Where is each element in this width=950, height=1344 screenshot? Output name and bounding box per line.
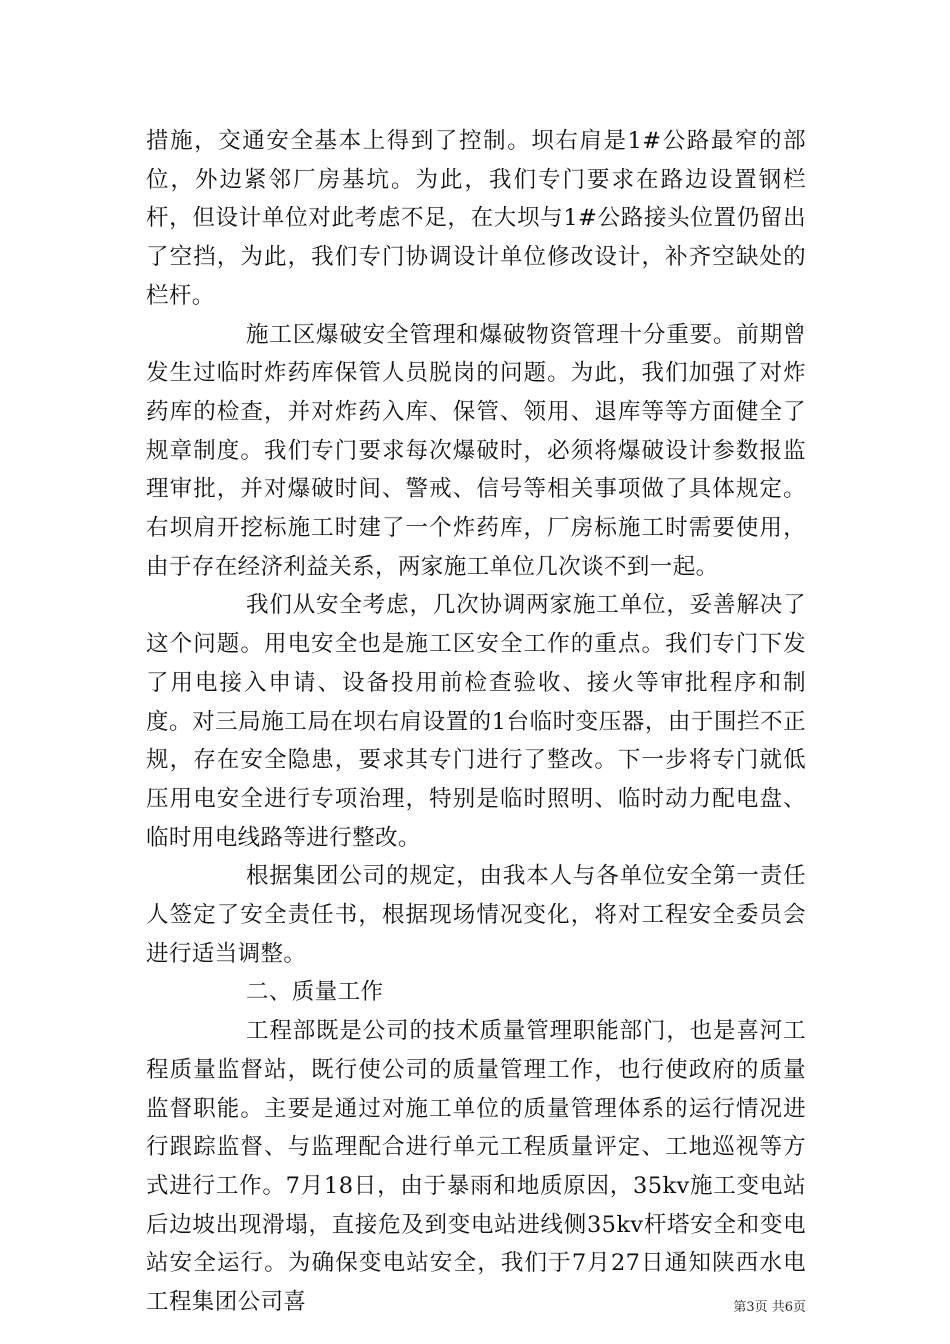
document-body [146, 122, 806, 1322]
section-heading-quality: 二、质量工作 [246, 979, 384, 1006]
paragraph-quality-work: 工程部既是公司的技术质量管理职能部门，也是喜河工程质量监督站，既行使公司的质量管理工作，也行使政府的质量监督职能。主要是通过对施工单位的质量管理体系的运行情况进行跟踪监督、与监理配合进行单元工程质量评定、工地巡视等方式进行工作。7月18日，由于暴雨和地质原因，35kv施工变电站后边坡出现滑塌，直接危及到变电站进线侧35kv杆塔安全和变电站安全运行。为确保变电站安全，我们于7月27日通知陕西水电工程集团公司喜 [146, 1018, 806, 1316]
paragraph-responsibility: 根据集团公司的规定，由我本人与各单位安全第一责任人签定了安全责任书，根据现场情况变化，将对工程安全委员会进行适当调整。 [146, 863, 806, 967]
paragraph-blasting-safety: 施工区爆破安全管理和爆破物资管理十分重要。前期曾发生过临时炸药库保管人员脱岗的问题。为此，我们加强了对炸药库的检查，并对炸药入库、保管、领用、退库等等方面健全了规章制度。我们专门要求每次爆破时，必须将爆破设计参数报监理审批，并对爆破时间、警戒、信号等相关事项做了具体规定。右坝肩开挖标施工时建了一个炸药库，厂房标施工时需要使用，由于存在经济利益关系，两家施工单位几次谈不到一起。 [146, 321, 806, 580]
paragraph-electrical-safety: 我们从安全考虑，几次协调两家施工单位，妥善解决了这个问题。用电安全也是施工区安全工作的重点。我们专门下发了用电接入申请、设备投用前检查验收、接火等审批程序和制度。对三局施工局在坝右肩设置的1台临时变压器，由于围拦不正规，存在安全隐患，要求其专门进行了整改。下一步将专门就低压用电安全进行专项治理，特别是临时照明、临时动力配电盘、临时用电线路等进行整改。 [146, 592, 806, 851]
paragraph-traffic-safety: 措施，交通安全基本上得到了控制。坝右肩是1#公路最窄的部位，外边紧邻厂房基坑。为此，我们专门要求在路边设置钢栏杆，但设计单位对此考虑不足，在大坝与1#公路接头位置仍留出了空挡，为此，我们专门协调设计单位修改设计，补齐空缺处的栏杆。 [146, 128, 806, 309]
page-number: 第3页 共6页 [733, 1300, 806, 1315]
